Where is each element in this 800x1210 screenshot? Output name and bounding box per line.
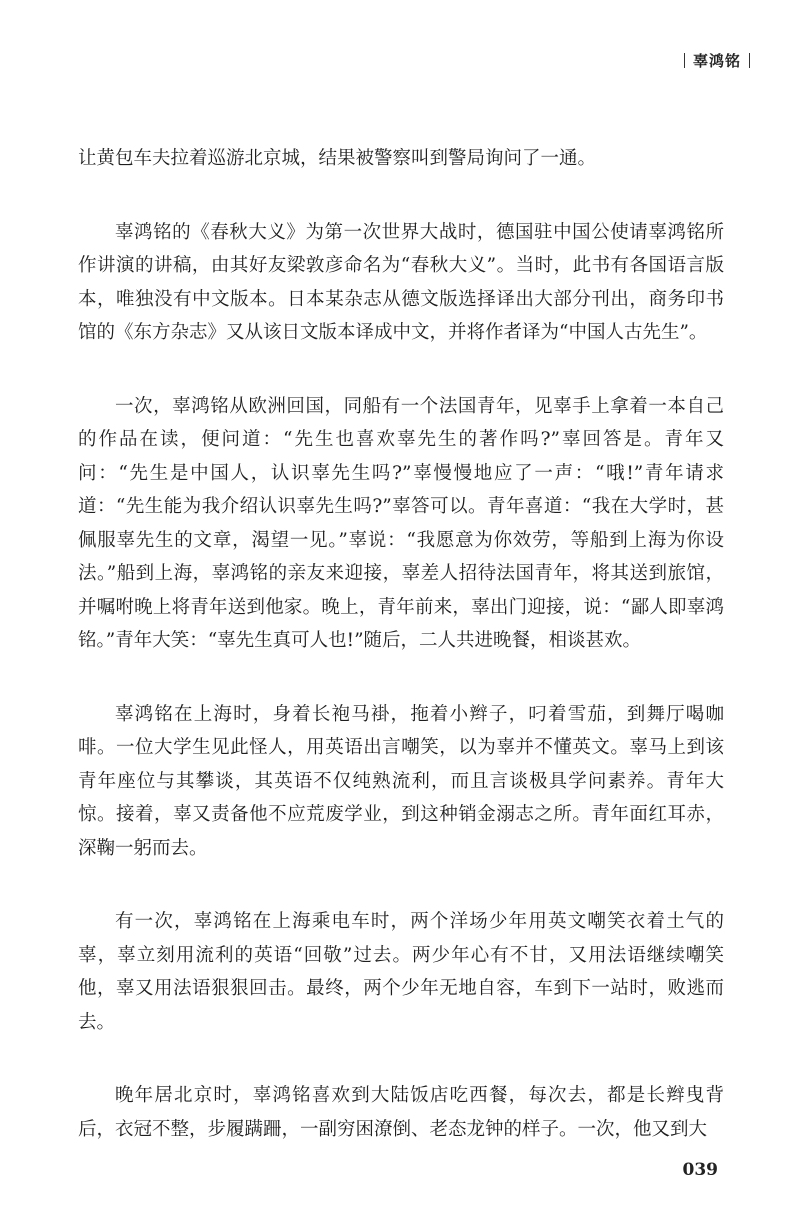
header-divider (684, 53, 685, 68)
paragraph-tram: 有一次，辜鸿铭在上海乘电车时，两个洋场少年用英文嘲笑衣着土气的辜，辜立刻用流利的英语“回敬”过去。两少年心有不甘，又用法语继续嘲笑他，辜又用法语狠狠回击。最终，两个少年无地自容，车到下一站时，败逃而去。 (78, 911, 724, 1033)
paragraph-dance-hall: 辜鸿铭在上海时，身着长袍马褂，拖着小辫子，叼着雪茄，到舞厅喝咖啡。一位大学生见此怪人，用英语出言嘲笑，以为辜并不懂英文。辜马上到该青年座位与其攀谈，其英语不仅纯熟流利，而且言谈极具学问素养。青年大惊。接着，辜又责备他不应荒废学业，到这种销金溺志之所。青年面红耳赤，深鞠一躬而去。 (78, 703, 724, 859)
header-divider (749, 53, 750, 68)
running-title: 辜鸿铭 (692, 52, 741, 70)
paragraph-chunqiu-dayi: 辜鸿铭的《春秋大义》为第一次世界大战时，德国驻中国公使请辜鸿铭所作讲演的讲稿，由其好友梁敦彦命名为“春秋大义”。当时，此书有各国语言版本，唯独没有中文版本。日本某杂志从德文版选择译出大部分刊出，商务印书馆的《东方杂志》又从该日文版本译成中文，并将作者译为“中国人古先生”。 (78, 221, 724, 343)
body-text (78, 142, 724, 1146)
paragraph-continuation: 让黄包车夫拉着巡游北京城，结果被警察叫到警局询问了一通。 (78, 148, 597, 169)
page-number: 039 (682, 1160, 718, 1180)
paragraph-beijing-restaurant: 晚年居北京时，辜鸿铭喜欢到大陆饭店吃西餐，每次去，都是长辫曳背后，衣冠不整，步履蹒跚，一副穷困潦倒、老态龙钟的样子。一次，他又到大 (78, 1085, 724, 1140)
paragraph-french-youth: 一次，辜鸿铭从欧洲回国，同船有一个法国青年，见辜手上拿着一本自己的作品在读，便问道：“先生也喜欢辜先生的著作吗?”辜回答是。青年又问：“先生是中国人，认识辜先生吗?”辜慢慢地应了一声：“哦!”青年请求道：“先生能为我介绍认识辜先生吗?”辜答可以。青年喜道：“我在大学时，甚佩服辜先生的文章，渴望一见。”辜说：“我愿意为你效劳，等船到上海为你设法。”船到上海，辜鸿铭的亲友来迎接，辜差人招待法国青年，将其送到旅馆，并嘱咐晚上将青年送到他家。晚上，青年前来，辜出门迎接，说：“鄙人即辜鸿铭。”青年大笑：“辜先生真可人也!”随后，二人共进晚餐，相谈甚欢。 (78, 395, 724, 651)
running-header (676, 50, 758, 71)
